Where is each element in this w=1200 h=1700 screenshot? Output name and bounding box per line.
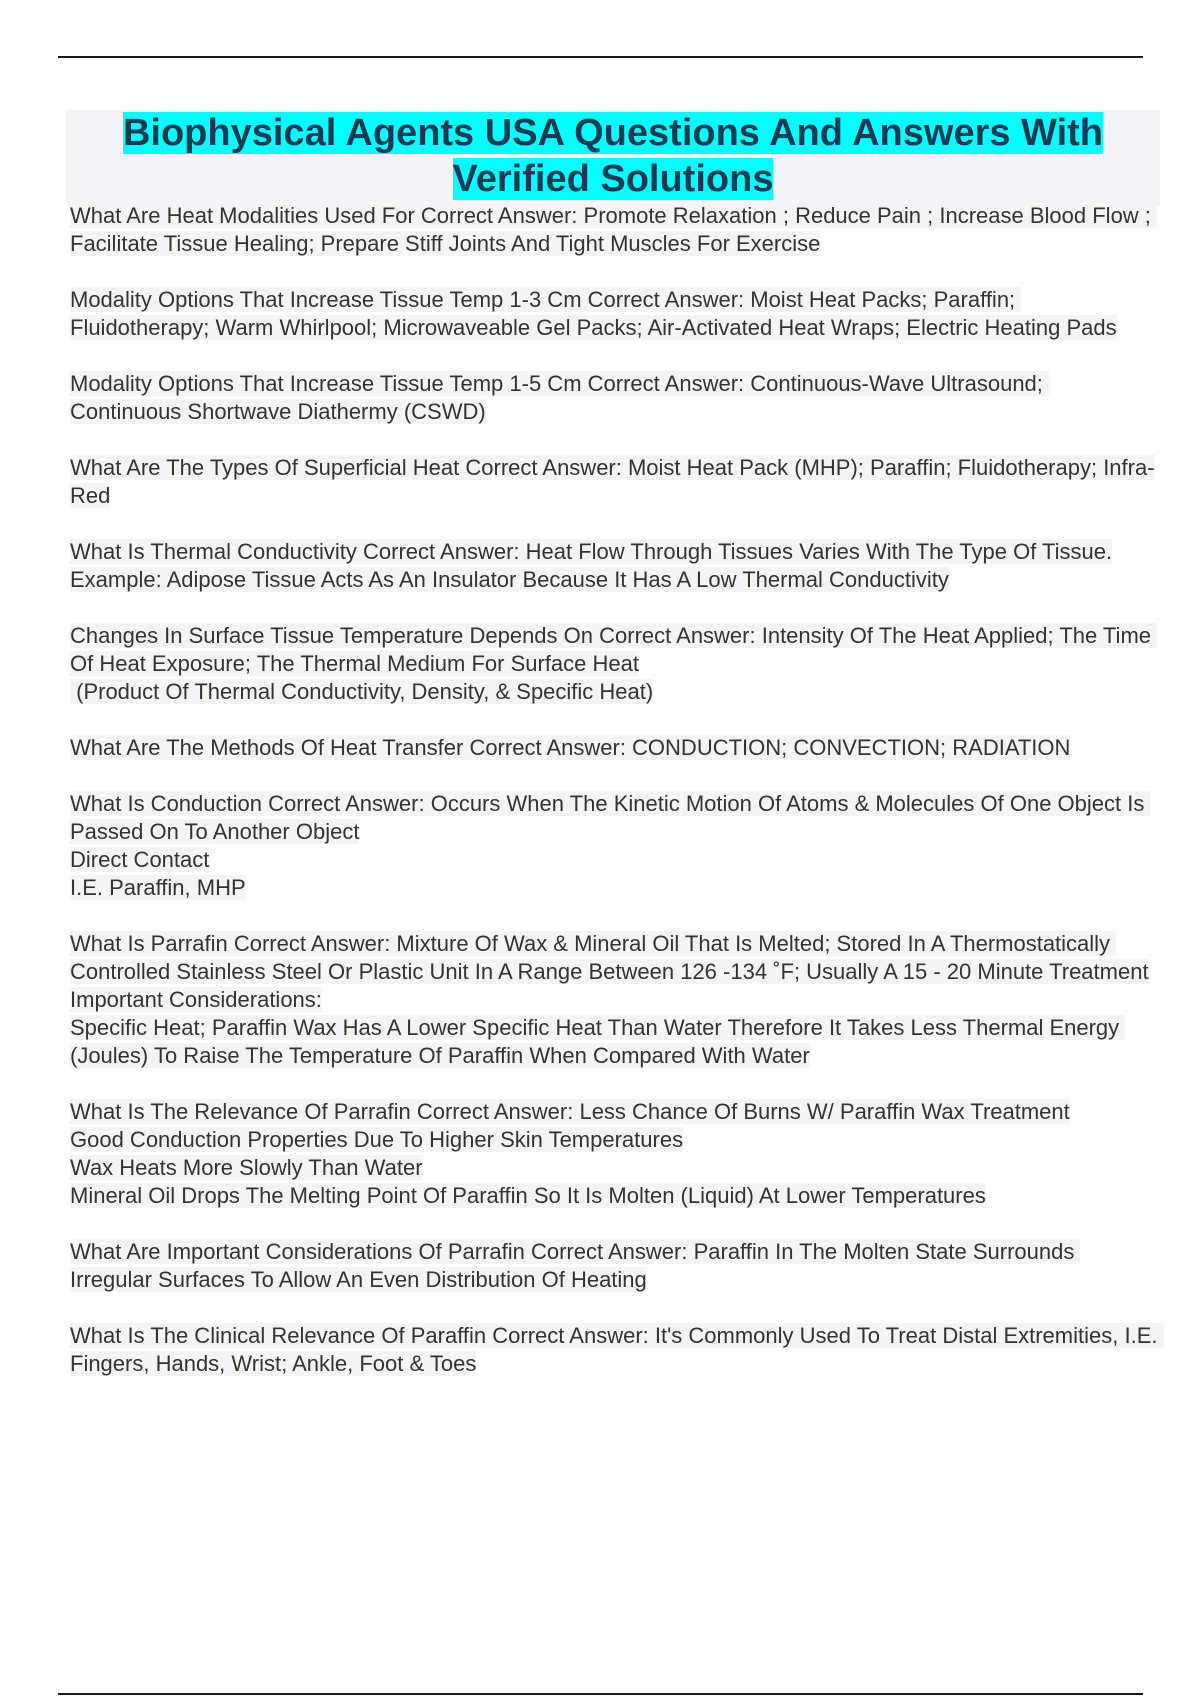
qa-text: What Is Thermal Conductivity Correct Answer: Heat Flow Through Tissues Varies With The Type Of Tissue. xyxy=(70,539,1113,564)
qa-text: What Are The Methods Of Heat Transfer Correct Answer: CONDUCTION; CONVECTION; RADIATION xyxy=(70,735,1071,760)
qa-answer-detail xyxy=(70,846,1160,874)
qa-text: What Is Parrafin Correct Answer: Mixture Of Wax & Mineral Oil That Is Melted; Stored In A Thermostatically Controlled Stainless Steel Or Plastic Unit In A Range Between 126 -134 ˚F; Usually A 15 - 20 Minute Treatment xyxy=(70,931,1149,984)
qa-answer-detail xyxy=(70,566,1160,594)
qa-item xyxy=(70,286,1160,342)
qa-question-answer xyxy=(70,370,1160,426)
qa-text: What Are The Types Of Superficial Heat Correct Answer: Moist Heat Pack (MHP); Paraffin; Fluidotherapy; Infra-Red xyxy=(70,455,1155,508)
title-block xyxy=(66,110,1160,206)
qa-text: Mineral Oil Drops The Melting Point Of Paraffin So It Is Molten (Liquid) At Lower Temperatures xyxy=(70,1183,986,1208)
qa-text: What Is The Clinical Relevance Of Paraffin Correct Answer: It's Commonly Used To Treat Distal Extremities, I.E. Fingers, Hands, Wrist; Ankle, Foot & Toes xyxy=(70,1323,1164,1376)
qa-text: What Is Conduction Correct Answer: Occurs When The Kinetic Motion Of Atoms & Molecules Of One Object Is Passed On To Another Object xyxy=(70,791,1151,844)
qa-text: Example: Adipose Tissue Acts As An Insulator Because It Has A Low Thermal Conductivity xyxy=(70,567,949,592)
qa-item xyxy=(70,622,1160,706)
qa-text: Important Considerations: xyxy=(70,987,322,1012)
qa-text: Specific Heat; Paraffin Wax Has A Lower Specific Heat Than Water Therefore It Takes Less Thermal Energy (Joules) To Raise The Temperature Of Paraffin When Compared With Water xyxy=(70,1015,1126,1068)
qa-text: What Are Heat Modalities Used For Correct Answer: Promote Relaxation ; Reduce Pain ; Increase Blood Flow ; Facilitate Tissue Healing; Prepare Stiff Joints And Tight Muscles For Exercise xyxy=(70,203,1158,256)
qa-text: Direct Contact xyxy=(70,847,210,872)
qa-answer-detail xyxy=(70,986,1160,1014)
qa-question-answer xyxy=(70,1238,1160,1294)
qa-item xyxy=(70,538,1160,594)
qa-question-answer xyxy=(70,202,1160,258)
qa-question-answer xyxy=(70,734,1160,762)
qa-list xyxy=(70,202,1164,1406)
qa-item xyxy=(70,1098,1160,1210)
qa-answer-detail xyxy=(70,1154,1160,1182)
document-title: Biophysical Agents USA Questions And Answers With Verified Solutions xyxy=(122,112,1104,200)
qa-item xyxy=(70,1322,1164,1378)
qa-text: Good Conduction Properties Due To Higher Skin Temperatures xyxy=(70,1127,684,1152)
qa-text: Changes In Surface Tissue Temperature Depends On Correct Answer: Intensity Of The Heat Applied; The Time Of Heat Exposure; The Thermal Medium For Surface Heat xyxy=(70,623,1158,676)
qa-item xyxy=(70,930,1160,1070)
qa-question-answer xyxy=(70,454,1160,510)
qa-text: Modality Options That Increase Tissue Temp 1-3 Cm Correct Answer: Moist Heat Packs; Paraffin; Fluidotherapy; Warm Whirlpool; Microwaveable Gel Packs; Air-Activated Heat Wraps; Electric Heating Pads xyxy=(70,287,1117,340)
qa-text: Modality Options That Increase Tissue Temp 1-5 Cm Correct Answer: Continuous-Wave Ultrasound; Continuous Shortwave Diathermy (CSWD) xyxy=(70,371,1050,424)
qa-item xyxy=(70,370,1160,426)
qa-item xyxy=(70,454,1160,510)
qa-text: What Is The Relevance Of Parrafin Correct Answer: Less Chance Of Burns W/ Paraffin Wax Treatment xyxy=(70,1099,1070,1124)
qa-answer-detail xyxy=(70,1182,1160,1210)
qa-answer-detail xyxy=(70,678,1160,706)
qa-item xyxy=(70,1238,1160,1294)
qa-answer-detail xyxy=(70,874,1160,902)
qa-item xyxy=(70,790,1160,902)
qa-text: What Are Important Considerations Of Parrafin Correct Answer: Paraffin In The Molten State Surrounds Irregular Surfaces To Allow An Even Distribution Of Heating xyxy=(70,1239,1081,1292)
qa-text: Wax Heats More Slowly Than Water xyxy=(70,1155,423,1180)
qa-answer-detail xyxy=(70,1126,1160,1154)
qa-question-answer xyxy=(70,538,1160,566)
qa-text: I.E. Paraffin, MHP xyxy=(70,875,246,900)
qa-question-answer xyxy=(70,622,1160,678)
qa-answer-detail xyxy=(70,1014,1160,1070)
qa-question-answer xyxy=(70,1322,1164,1378)
bottom-rule xyxy=(58,1693,1143,1695)
qa-question-answer xyxy=(70,1098,1160,1126)
qa-text: (Product Of Thermal Conductivity, Density, & Specific Heat) xyxy=(70,679,654,704)
qa-question-answer xyxy=(70,286,1160,342)
top-rule xyxy=(58,56,1143,58)
qa-question-answer xyxy=(70,790,1160,846)
qa-item xyxy=(70,734,1160,762)
qa-question-answer xyxy=(70,930,1160,986)
qa-item xyxy=(70,202,1160,258)
